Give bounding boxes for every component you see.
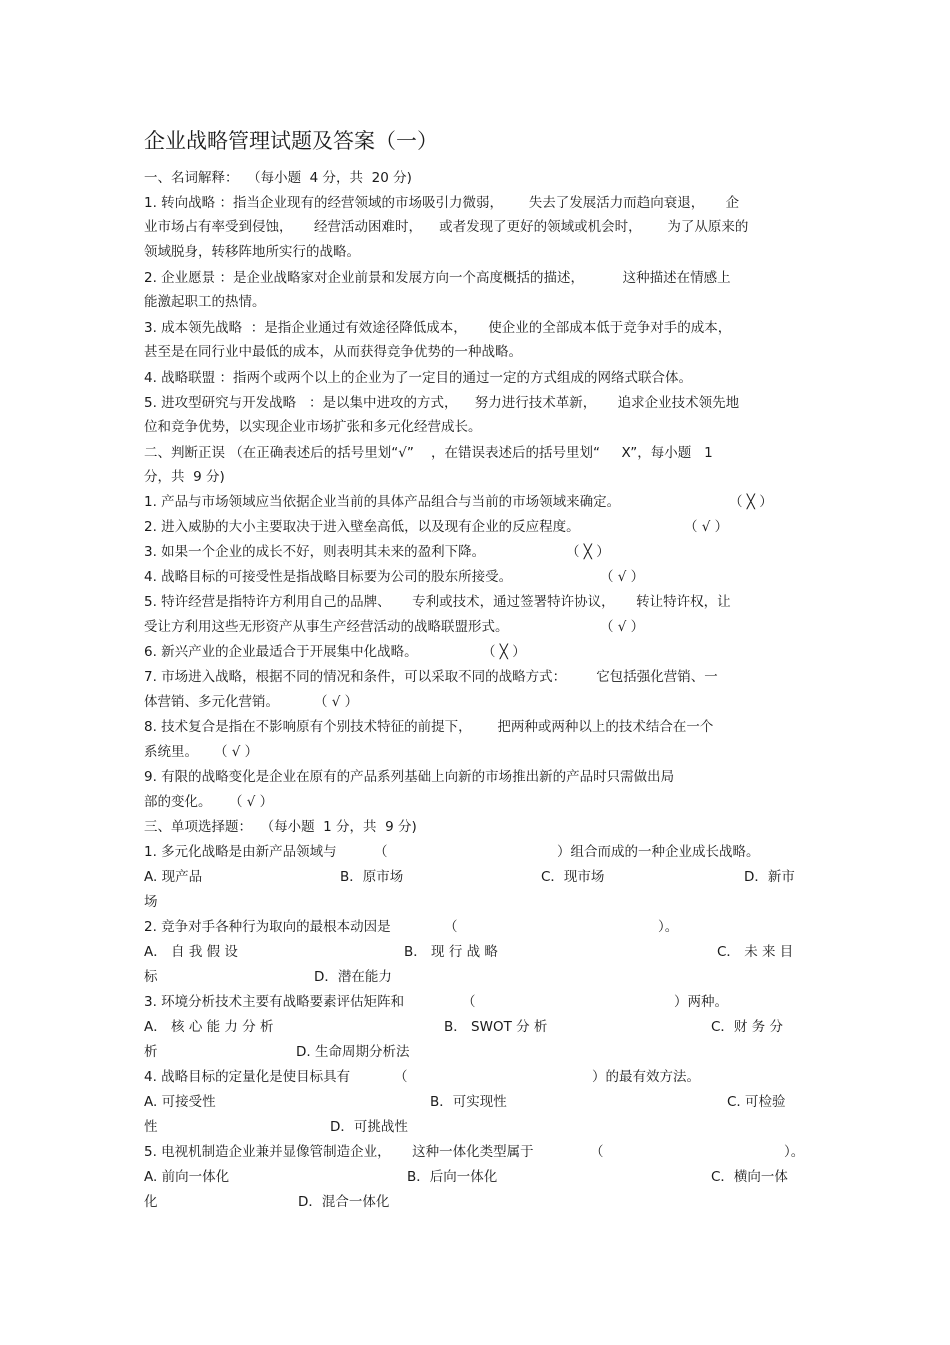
s2-q2-answer: （ √ ） <box>684 519 729 535</box>
s2-q4-text: 4. 战略目标的可接受性是指战略目标要为公司的股东所接受。 <box>144 569 513 585</box>
s2-q4-answer: （ √ ） <box>600 569 645 585</box>
s2-q8-answer: （ √ ） <box>214 744 259 760</box>
s1-q2-line1: 2. 企业愿景 ：是企业战略家对企业前景和发展方向一个高度概括的描述， 这种描述在情感上 <box>144 270 731 286</box>
s3-q3-open-paren: （ <box>462 994 476 1010</box>
s3-q1-option-a: A. 现产品 <box>144 869 203 885</box>
s3-q1-option-c: C．现市场 <box>541 869 605 885</box>
s2-q3-answer: （ ╳ ） <box>566 544 610 560</box>
section-3-header: 三、单项选择题： （每小题 1 分，共 9 分) <box>144 819 417 835</box>
s3-q4-option-d: D．可挑战性 <box>330 1119 408 1135</box>
s3-q2-option-c: C． 未 来 目 <box>717 944 794 960</box>
s2-q5-line1: 5. 特许经营是指特许方利用自己的品牌、 专利或技术，通过签署特许协议， 转让特许权，让 <box>144 594 731 610</box>
s2-q2-text: 2. 进入威胁的大小主要取决于进入壁垒高低，以及现有企业的反应程度。 <box>144 519 580 535</box>
s2-q7-line1: 7. 市场进入战略，根据不同的情况和条件，可以采取不同的战略方式： 它包括强化营销、一 <box>144 669 718 685</box>
s3-q3-option-c-wrap: 析 <box>144 1044 158 1060</box>
s3-q1-option-b: B．原市场 <box>340 869 404 885</box>
s3-q1-option-d: D．新市 <box>744 869 795 885</box>
s2-q8-line1: 8. 技术复合是指在不影响原有个别技术特征的前提下， 把两种或两种以上的技术结合在一个 <box>144 719 714 735</box>
s2-q7-answer: （ √ ） <box>314 694 359 710</box>
s3-q4-close: ）的最有效方法。 <box>592 1069 700 1085</box>
s1-q4-line1: 4. 战略联盟 ：指两个或两个以上的企业为了一定目的通过一定的方式组成的网络式联合体。 <box>144 370 692 386</box>
s3-q3-option-a: A． 核 心 能 力 分 析 <box>144 1019 274 1035</box>
s2-q5-answer: （ √ ） <box>600 619 645 635</box>
s3-q5-option-a: A. 前向一体化 <box>144 1169 230 1185</box>
section-1-header: 一、名词解释： （每小题 4 分，共 20 分) <box>144 170 412 186</box>
s3-q4-option-a: A. 可接受性 <box>144 1094 216 1110</box>
s1-q3-line1: 3. 成本领先战略 ：是指企业通过有效途径降低成本， 使企业的全部成本低于竞争对手的成本， <box>144 320 732 336</box>
s2-q9-line1: 9. 有限的战略变化是企业在原有的产品系列基础上向新的市场推出新的产品时只需做出局 <box>144 769 675 785</box>
s3-q5-open-paren: （ <box>590 1144 604 1160</box>
s3-q2-option-a: A． 自 我 假 设 <box>144 944 238 960</box>
s3-q3-close: ）两种。 <box>674 994 728 1010</box>
section-2-header-line1: 二、判断正误 （在正确表述后的括号里划“√” ，在错误表述后的括号里划“ X”，每小题 1 <box>144 445 713 461</box>
s3-q5-option-d: D．混合一体化 <box>298 1194 390 1210</box>
s2-q7-line2: 体营销、多元化营销。 <box>144 694 279 710</box>
s3-q4-option-c-wrap: 性 <box>144 1119 158 1135</box>
section-2-header-line2: 分，共 9 分) <box>144 469 225 485</box>
s3-q5-option-b: B．后向一体化 <box>407 1169 498 1185</box>
s2-q1-text: 1. 产品与市场领域应当依据企业当前的具体产品组合与当前的市场领域来确定。 <box>144 494 621 510</box>
s3-q5-stem: 5. 电视机制造企业兼并显像管制造企业， 这种一体化类型属于 <box>144 1144 534 1160</box>
s3-q3-stem: 3. 环境分析技术主要有战略要素评估矩阵和 <box>144 994 405 1010</box>
s1-q2-line2: 能激起职工的热情。 <box>144 294 266 310</box>
s3-q4-stem: 4. 战略目标的定量化是使目标具有 <box>144 1069 351 1085</box>
s2-q6-text: 6. 新兴产业的企业最适合于开展集中化战略。 <box>144 644 418 660</box>
s3-q3-option-d: D. 生命周期分析法 <box>296 1044 410 1060</box>
s3-q5-close: ）。 <box>784 1144 805 1160</box>
s2-q6-answer: （ ╳ ） <box>482 644 526 660</box>
s1-q5-line1: 5. 进攻型研究与开发战略 ：是以集中进攻的方式， 努力进行技术革新， 追求企业技术领先地 <box>144 395 740 411</box>
document-title: 企业战略管理试题及答案（一） <box>144 129 438 153</box>
s1-q1-line1: 1. 转向战略 ：指当企业现有的经营领域的市场吸引力微弱， 失去了发展活力而趋向衰退， 企 <box>144 195 740 211</box>
s1-q1-line2: 业市场占有率受到侵蚀， 经营活动困难时， 或者发现了更好的领域或机会时， 为了从原来的 <box>144 219 749 235</box>
s2-q9-line2: 部的变化。 <box>144 794 212 810</box>
s2-q3-text: 3. 如果一个企业的成长不好，则表明其未来的盈利下降。 <box>144 544 486 560</box>
s3-q5-option-c: C．横向一体 <box>711 1169 788 1185</box>
s3-q5-option-c-wrap: 化 <box>144 1194 158 1210</box>
s1-q3-line2: 甚至是在同行业中最低的成本，从而获得竞争优势的一种战略。 <box>144 344 522 360</box>
s3-q1-open-paren: （ <box>374 844 388 860</box>
s2-q8-line2: 系统里。 <box>144 744 198 760</box>
s3-q4-open-paren: （ <box>394 1069 408 1085</box>
s3-q3-option-c: C．财 务 分 <box>711 1019 784 1035</box>
s3-q2-stem: 2. 竞争对手各种行为取向的最根本动因是 <box>144 919 391 935</box>
s3-q1-close: ）组合而成的一种企业成长战略。 <box>557 844 760 860</box>
s3-q1-stem: 1. 多元化战略是由新产品领域与 <box>144 844 337 860</box>
s3-q2-option-b: B． 现 行 战 略 <box>404 944 498 960</box>
s3-q4-option-c: C. 可检验 <box>727 1094 786 1110</box>
s2-q1-answer: （ ╳ ） <box>729 494 773 510</box>
s3-q4-option-b: B．可实现性 <box>430 1094 507 1110</box>
s3-q3-option-b: B． SWOT 分 析 <box>444 1019 548 1035</box>
s1-q5-line2: 位和竞争优势，以实现企业市场扩张和多元化经营成长。 <box>144 419 482 435</box>
s3-q2-open-paren: （ <box>444 919 458 935</box>
s1-q1-line3: 领域脱身，转移阵地所实行的战略。 <box>144 244 360 260</box>
s3-q2-close: ）。 <box>658 919 679 935</box>
s3-q2-option-d: D．潜在能力 <box>314 969 392 985</box>
s3-q1-option-d-wrap: 场 <box>144 894 158 910</box>
s3-q2-option-c-wrap: 标 <box>144 969 158 985</box>
s2-q5-line2: 受让方利用这些无形资产从事生产经营活动的战略联盟形式。 <box>144 619 509 635</box>
s2-q9-answer: （ √ ） <box>229 794 274 810</box>
